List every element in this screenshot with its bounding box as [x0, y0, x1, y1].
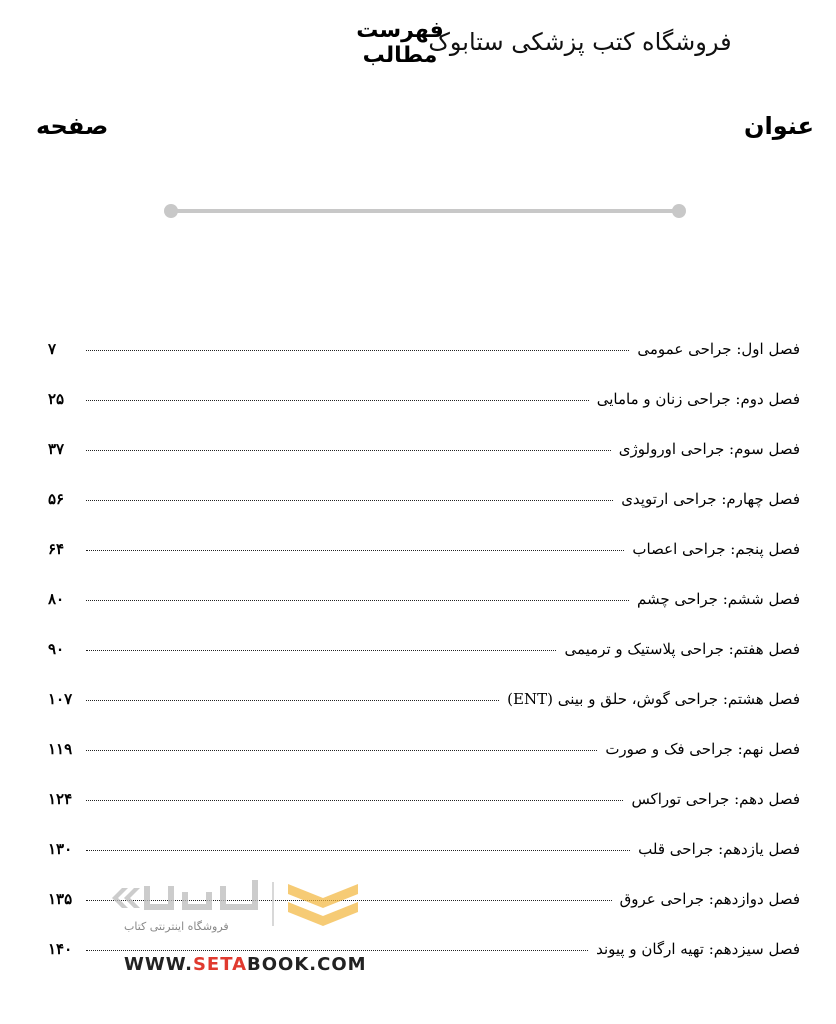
- toc-page: ۱۳۰: [48, 840, 73, 858]
- toc-page: ۲۵: [48, 390, 65, 408]
- setabook-watermark: [108, 876, 368, 976]
- store-title: فروشگاه کتب پزشکی ستابوک: [428, 28, 732, 56]
- toc-page: ۳۷: [48, 440, 65, 458]
- toc-label: فصل ششم: جراحی چشم: [637, 590, 800, 608]
- toc-label: فصل یازدهم: جراحی قلب: [638, 840, 800, 858]
- toc-page: ۷: [48, 340, 57, 358]
- toc-page: ۱۳۵: [48, 890, 73, 908]
- dot-leader: [86, 700, 499, 701]
- toc-page: ۹۰: [48, 640, 65, 658]
- divider-line: [163, 202, 687, 220]
- dot-leader: [86, 650, 556, 651]
- toc-row[interactable]: [48, 490, 800, 540]
- toc-row[interactable]: [48, 390, 800, 440]
- dot-leader: [86, 550, 624, 551]
- watermark-url-accent: SETA: [192, 954, 248, 975]
- watermark-subtitle: فروشگاه اینترنتی کتاب: [124, 920, 229, 933]
- toc-label: فصل نهم: جراحی فک و صورت: [605, 740, 800, 758]
- dot-leader: [86, 800, 623, 801]
- toc-row[interactable]: [48, 590, 800, 640]
- dot-leader: [86, 750, 597, 751]
- toc-label: فصل دوازدهم: جراحی عروق: [619, 890, 800, 908]
- toc-row[interactable]: [48, 540, 800, 590]
- toc-page: ۱۲۴: [48, 790, 73, 808]
- dot-leader: [86, 350, 629, 351]
- toc-label: فصل هشتم: جراحی گوش، حلق و بینی (ENT): [507, 690, 800, 708]
- toc-row[interactable]: [48, 790, 800, 840]
- column-title-label: عنوان: [744, 112, 814, 140]
- toc-page: ۸۰: [48, 590, 65, 608]
- toc-page: ۶۴: [48, 540, 65, 558]
- column-page-label: صفحه: [36, 112, 109, 140]
- dot-leader: [86, 500, 613, 501]
- toc-page: ۱۰۷: [48, 690, 73, 708]
- toc-row[interactable]: [48, 640, 800, 690]
- toc-label: فصل هفتم: جراحی پلاستیک و ترمیمی: [564, 640, 800, 658]
- toc-label: فصل چهارم: جراحی ارتوپدی: [621, 490, 800, 508]
- toc-page: ۱۱۹: [48, 740, 73, 758]
- dot-leader: [86, 450, 611, 451]
- toc-label: فصل دهم: جراحی توراکس: [631, 790, 800, 808]
- toc-row[interactable]: [48, 740, 800, 790]
- toc-label: فصل پنجم: جراحی اعصاب: [632, 540, 800, 558]
- toc-page: ۵۶: [48, 490, 65, 508]
- toc-label: فصل سوم: جراحی اورولوژی: [618, 440, 800, 458]
- dot-leader: [86, 400, 589, 401]
- toc-row[interactable]: [48, 440, 800, 490]
- toc-title: فهرست مطالب: [356, 18, 444, 68]
- toc-page: ۱۴۰: [48, 940, 73, 958]
- watermark-url-prefix: WWW.: [124, 954, 193, 975]
- dot-leader: [86, 600, 629, 601]
- watermark-url: [124, 954, 367, 975]
- toc-row[interactable]: [48, 340, 800, 390]
- toc-label: فصل سیزدهم: تهیه ارگان و پیوند: [596, 940, 800, 958]
- toc-row[interactable]: [48, 690, 800, 740]
- toc-label: فصل دوم: جراحی زنان و مامایی: [596, 390, 800, 408]
- toc-label: فصل اول: جراحی عمومی: [637, 340, 800, 358]
- dot-leader: [86, 850, 630, 851]
- watermark-url-suffix: BOOK.COM: [247, 954, 367, 975]
